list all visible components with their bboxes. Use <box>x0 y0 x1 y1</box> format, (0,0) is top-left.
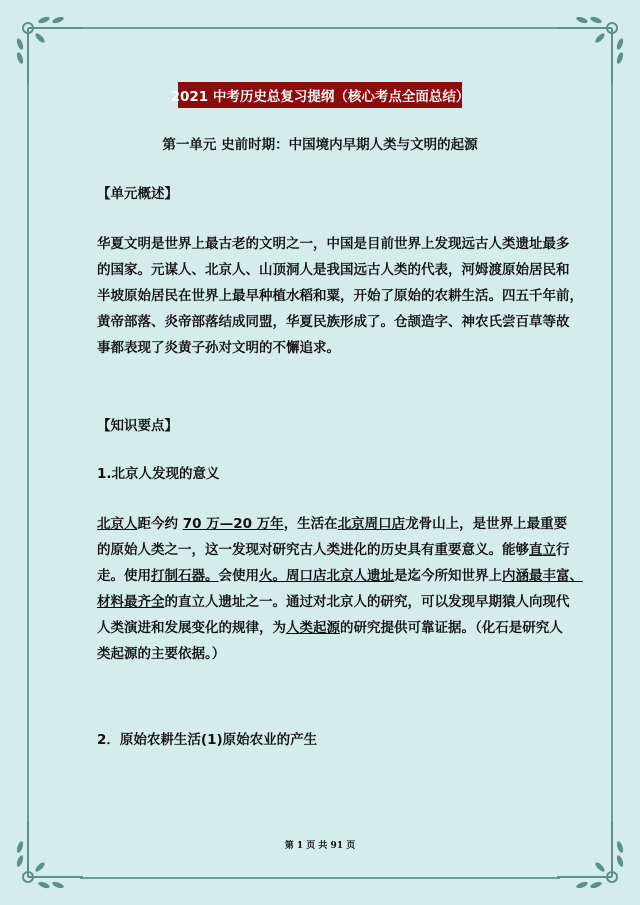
border-right <box>611 80 613 825</box>
unit-heading: 第一单元 史前时期：中国境内早期人类与文明的起源 <box>162 137 478 153</box>
text-run: 的直立人遗址之一。通过对北京人的研究，可以发现早期猿人向现代 <box>164 594 570 610</box>
point1-line <box>97 563 583 589</box>
text-run: 是迄今所知世界上 <box>394 568 502 584</box>
overview-line: 黄帝部落、炎帝部落结成同盟，华夏民族形成了。仓颉造字、神农氏尝百草等故 <box>97 314 570 330</box>
overview-line: 的国家。元谋人、北京人、山顶洞人是我国远古人类的代表，河姆渡原始居民和 <box>97 262 570 278</box>
point1-heading: 1.北京人发现的意义 <box>97 466 220 482</box>
underlined-term: 材料最齐全 <box>97 594 165 610</box>
overview-paragraph <box>97 231 583 361</box>
border-bottom <box>80 877 560 879</box>
text-run: 行 <box>556 542 570 558</box>
underlined-term: 北京周口店 <box>337 516 406 532</box>
underlined-term: 人类起源 <box>286 620 340 636</box>
text-run: 龙骨山上，是世界上最重要 <box>405 516 568 532</box>
underlined-term: 70 万—20 万年 <box>182 516 284 532</box>
text-run: 走。使用 <box>97 568 151 584</box>
corner-ornament-icon <box>8 8 88 88</box>
underlined-term: 内涵最丰富、 <box>502 568 583 584</box>
border-left <box>27 80 29 825</box>
corner-ornament-icon <box>8 817 88 897</box>
point1-line <box>97 511 583 537</box>
point1-line <box>97 537 583 563</box>
page-number: 第 1 页 共 91 页 <box>284 841 356 851</box>
text-run: 的原始人类之一，这一发现对研究古人类进化的历史具有重要意义。能够 <box>97 542 529 558</box>
point1-line: 类起源的主要依据。） <box>97 646 226 662</box>
text-run: 的研究提供可靠证据。（化石是研究人 <box>340 620 563 636</box>
overview-line: 华夏文明是世界上最古老的文明之一，中国是目前世界上发现远古人类遗址最多 <box>97 236 570 252</box>
point1-line <box>97 615 583 641</box>
text-run: 距今约 <box>137 516 183 532</box>
page-title: 2021 中考历史总复习提纲（核心考点全面总结） <box>178 82 462 108</box>
corner-ornament-icon <box>552 8 632 88</box>
overview-heading: 【单元概述】 <box>97 186 178 202</box>
underlined-term: 打制石器。 <box>151 568 219 584</box>
underlined-term: 直立 <box>529 542 556 558</box>
overview-line: 半坡原始居民在世界上最早种植水稻和粟，开始了原始的农耕生活。四五千年前， <box>97 288 583 304</box>
text-run: 会使用 <box>218 568 259 584</box>
underlined-term: 火。 <box>259 568 286 584</box>
underlined-term: 周口店北京人遗址 <box>286 568 394 584</box>
text-run: 人类演进和发展变化的规律，为 <box>97 620 286 636</box>
point2-heading: 2．原始农耕生活(1)原始农业的产生 <box>97 732 318 748</box>
point1-line <box>97 589 583 615</box>
point1-paragraph <box>97 511 583 667</box>
knowledge-heading: 【知识要点】 <box>97 418 178 434</box>
text-run: ，生活在 <box>283 516 338 532</box>
corner-ornament-icon <box>552 817 632 897</box>
border-top <box>80 27 560 29</box>
overview-line: 事都表现了炎黄子孙对文明的不懈追求。 <box>97 340 340 356</box>
underlined-term: 北京人 <box>97 516 138 532</box>
